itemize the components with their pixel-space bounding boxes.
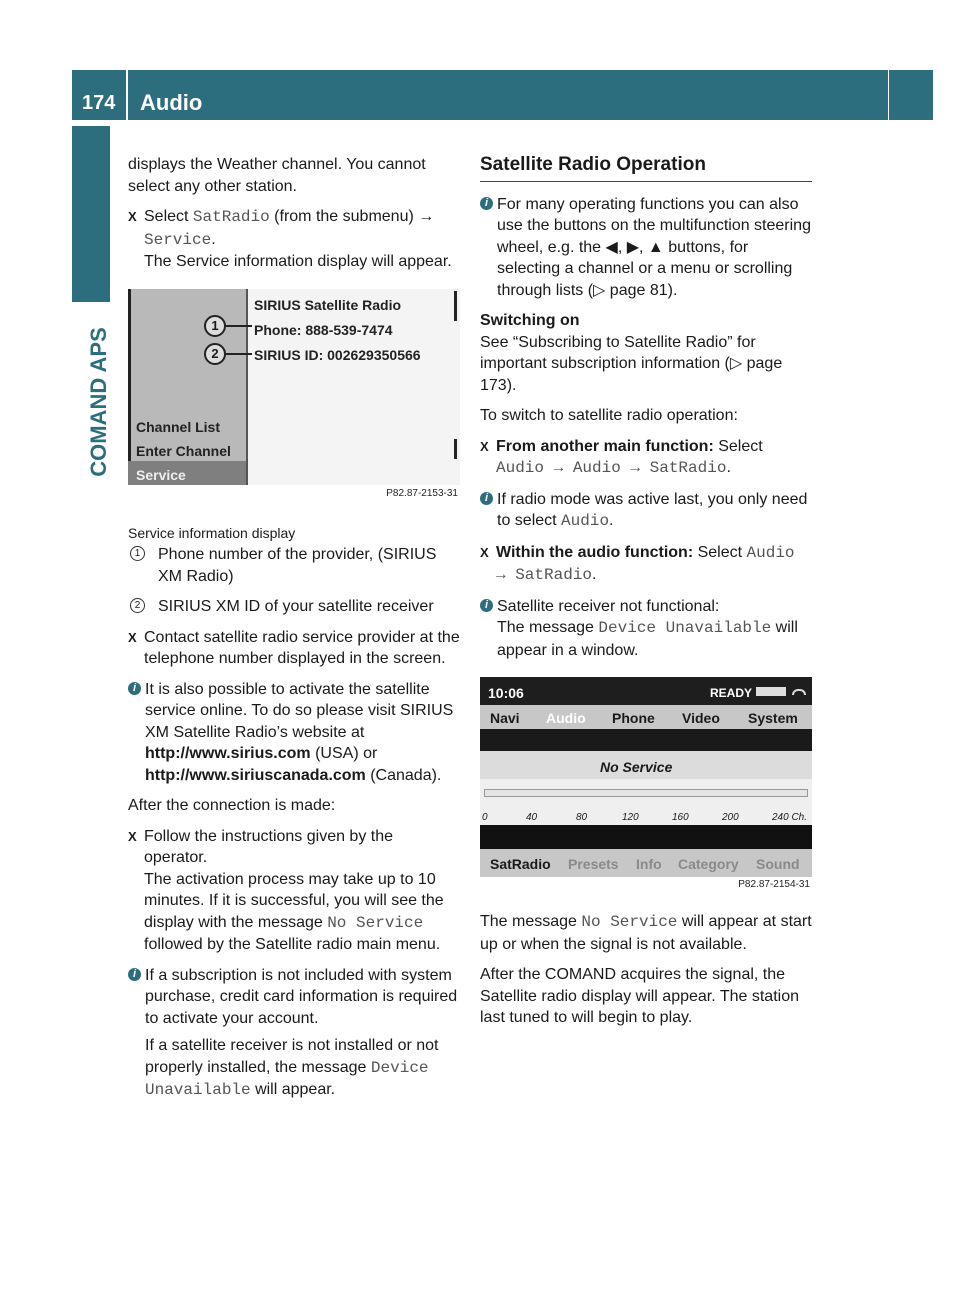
menu-enter-channel: Enter Channel <box>136 442 231 459</box>
frame-bar <box>128 289 131 485</box>
tab-info[interactable]: Info <box>636 856 662 872</box>
callout-1: 1 <box>204 315 226 337</box>
scale-track <box>484 789 808 797</box>
step-text: followed by the Satellite radio main menu. <box>144 936 441 953</box>
body-text: The message <box>480 913 582 930</box>
info-activate-online <box>128 679 460 787</box>
step-bold: From another main function: <box>496 437 714 455</box>
step-text: The activation process may take up to 10 minutes. If it is successful, you will see the display with the message <box>144 870 444 931</box>
step-text: Select <box>144 208 193 225</box>
step-contact: X Contact satellite radio service provider at the telephone number displayed in the screen. <box>128 627 460 670</box>
info-text: buttons, for selecting a channel or a menu or scrolling through lists (▷ page 81). <box>497 238 793 299</box>
no-service-label: No Service <box>600 759 673 775</box>
info-text: For many operating functions you can also use the buttons on the multifunction steering wheel, e.g. the <box>497 195 811 256</box>
info-text: . <box>609 512 614 529</box>
page-header <box>72 70 888 120</box>
tab-navi[interactable]: Navi <box>490 710 520 726</box>
info-text: (Canada). <box>365 766 442 784</box>
step-code: Service <box>144 230 212 249</box>
info-receiver <box>128 1035 460 1102</box>
info-text: If a subscription is not included with system purchase, credit card information is required to activate your account. <box>145 966 458 1027</box>
tab-category[interactable]: Category <box>678 856 739 872</box>
status-ready: READY <box>709 686 752 700</box>
step-within-audio <box>480 542 812 587</box>
info-radio-mode <box>480 489 812 533</box>
intro-text: displays the Weather channel. You cannot select any other station. <box>128 156 426 195</box>
tick-160: 160 <box>672 812 689 823</box>
step-text: Select <box>693 543 747 561</box>
side-label <box>72 312 126 492</box>
side-top-block <box>889 70 933 120</box>
right-column <box>480 154 812 1029</box>
step-text: . <box>211 230 216 248</box>
info-subscription <box>128 965 460 1030</box>
service-info-figure <box>128 289 460 499</box>
steering-buttons: ◀, ▶, ▲ <box>605 238 664 256</box>
info-code: Device Unavailable <box>598 619 772 637</box>
no-service-message <box>480 911 812 955</box>
info-pane <box>246 289 460 485</box>
switching-on-heading: Switching on <box>480 312 580 329</box>
tick-40: 40 <box>526 812 538 823</box>
tick-240: 240 Ch. <box>772 812 808 823</box>
tab-video[interactable]: Video <box>682 710 720 726</box>
info-text: (USA) or <box>310 745 378 762</box>
info-code: Audio <box>561 512 610 530</box>
channel-scale <box>480 779 812 825</box>
menu-channel-list: Channel List <box>136 418 221 435</box>
side-label-text: COMAND APS <box>86 327 111 477</box>
info-text: will appear. <box>250 1081 336 1098</box>
body-code: No Service <box>581 913 678 931</box>
frame-bar <box>454 291 457 321</box>
status-bar <box>480 677 812 705</box>
link-siriuscanada[interactable]: http://www.siriuscanada.com <box>145 766 366 784</box>
legend-number: 2 <box>130 598 145 613</box>
link-sirius[interactable]: http://www.sirius.com <box>145 745 311 762</box>
dark-strip-2 <box>480 825 812 849</box>
info-text: If radio mode was active last, you only need to select <box>497 490 808 529</box>
main-tabs <box>480 705 812 729</box>
step-text: (from the submenu) → <box>269 208 435 225</box>
section-title: Audio <box>140 90 203 115</box>
info-steering-wheel <box>480 194 812 302</box>
menu-service: Service <box>136 466 186 483</box>
page-number: 174 <box>82 92 116 114</box>
fig-line-3: SIRIUS ID: 002629350566 <box>254 346 421 363</box>
legend-number: 1 <box>130 546 145 561</box>
figure-code: P82.87-2153-31 <box>386 488 458 499</box>
tick-80: 80 <box>576 812 588 823</box>
step-text: . <box>592 566 597 583</box>
info-code: Device Unavailable <box>145 1058 429 1099</box>
frame-bar <box>454 439 457 459</box>
step-text: The Service information display will appear. <box>144 253 452 270</box>
step-code: No Service <box>327 913 424 932</box>
info-text: The message <box>497 619 599 636</box>
tick-120: 120 <box>622 812 639 823</box>
step-bold: Within the audio function: <box>496 543 694 561</box>
header-separator <box>126 70 128 120</box>
dark-strip <box>480 729 812 751</box>
left-column <box>128 154 460 1102</box>
step-from-another <box>480 436 812 480</box>
side-tab-block <box>72 126 110 302</box>
tab-phone[interactable]: Phone <box>612 710 655 726</box>
legend-item-2 <box>128 596 460 618</box>
info-not-functional <box>480 596 812 662</box>
fig-line-2: Phone: 888-539-7474 <box>254 321 393 338</box>
step-code: SatRadio <box>192 208 270 226</box>
info-text: Satellite receiver not functional: <box>497 597 720 615</box>
tab-sound[interactable]: Sound <box>756 856 800 872</box>
to-switch-text: To switch to satellite radio operation: <box>480 407 738 424</box>
step-code: Audio → SatRadio <box>496 543 795 584</box>
tick-0: 0 <box>482 812 488 823</box>
figure-caption: Service information display <box>128 524 296 541</box>
figure-code: P82.87-2154-31 <box>738 878 810 890</box>
legend-item-1 <box>128 544 460 587</box>
step-text: . <box>726 459 731 476</box>
info-text: will appear in a window. <box>497 619 798 659</box>
tab-presets[interactable]: Presets <box>568 856 619 872</box>
step-follow <box>128 826 460 956</box>
info-text: It is also possible to activate the satellite service online. To do so please visit SIRIUS XM Satellite Radio’s website at <box>145 680 454 741</box>
section-heading: Satellite Radio Operation <box>480 154 812 182</box>
after-connection: After the connection is made: <box>128 797 336 814</box>
body-text: will appear at start up or when the signal is not available. <box>480 913 812 953</box>
switching-on-text: See “Subscribing to Satellite Radio” for important subscription information (▷ page 173). <box>480 333 783 394</box>
signal-icon <box>756 687 786 696</box>
callout-line <box>226 353 252 355</box>
fig-line-1: SIRIUS Satellite Radio <box>254 296 402 313</box>
callout-2: 2 <box>204 343 226 365</box>
tab-satradio[interactable]: SatRadio <box>490 856 551 872</box>
step-select-satradio <box>128 206 460 273</box>
tab-audio[interactable]: Audio <box>546 710 586 726</box>
signal-acquired-text: After the COMAND acquires the signal, the Satellite radio display will appear. The station last tuned to will begin to play. <box>480 966 799 1026</box>
tick-200: 200 <box>722 812 739 823</box>
legend-text: SIRIUS XM ID of your satellite receiver <box>158 598 434 615</box>
clock: 10:06 <box>488 685 524 701</box>
no-service-figure <box>480 677 812 890</box>
step-text: Select <box>713 437 763 455</box>
phone-icon <box>792 689 806 695</box>
step-text: Follow the instructions given by the operator. <box>144 827 394 866</box>
step-code: Audio → Audio → SatRadio <box>496 459 727 477</box>
no-service-bar <box>480 751 812 779</box>
tab-system[interactable]: System <box>748 710 798 726</box>
callout-line <box>226 325 252 327</box>
legend-text: Phone number of the provider, (SIRIUS XM Radio) <box>158 546 437 585</box>
info-text: If a satellite receiver is not installed or not properly installed, the message <box>145 1037 439 1076</box>
